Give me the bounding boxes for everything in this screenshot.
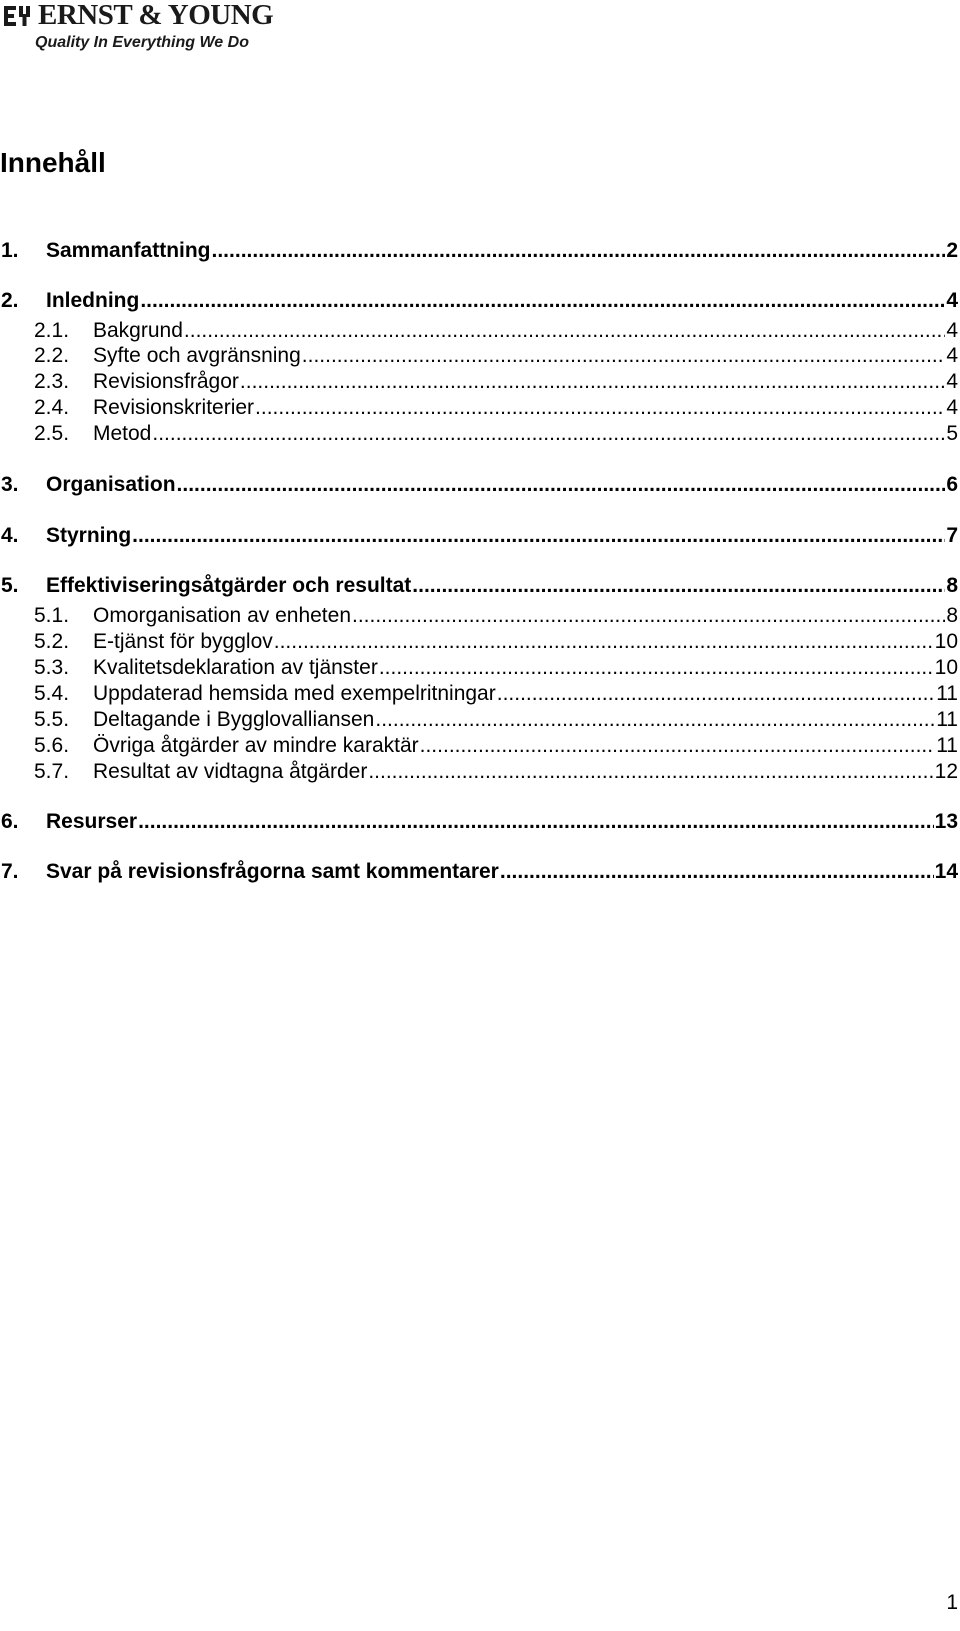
toc-dot-leader [184, 318, 945, 344]
toc-entry-number: 5.4. [34, 682, 70, 705]
toc-entry-number: 5.3. [34, 656, 70, 679]
toc-entry-page: 11 [936, 708, 958, 731]
toc-entry-title: Metod [93, 422, 152, 445]
toc-entry-number: 3. [1, 473, 19, 496]
toc-entry-page: 14 [934, 860, 958, 883]
toc-entry-page: 4 [946, 370, 958, 393]
toc-entry[interactable] [0, 707, 958, 733]
toc-entry[interactable] [0, 655, 958, 681]
toc-dot-leader [140, 288, 945, 314]
toc-entry[interactable] [0, 603, 958, 629]
toc-entry-page: 5 [946, 422, 958, 445]
page-heading: Innehåll [0, 147, 106, 178]
logo-wordmark: ERNST & YOUNG [38, 0, 274, 31]
toc-dot-leader [379, 655, 934, 681]
toc-entry[interactable] [0, 809, 958, 835]
toc-entry-page: 11 [936, 682, 958, 705]
toc-entry-title: Övriga åtgärder av mindre karaktär [93, 734, 419, 757]
toc-entry-page: 8 [946, 604, 958, 627]
toc-entry-number: 2.1. [34, 319, 70, 342]
toc-entry-title: Deltagande i Bygglovalliansen [93, 708, 375, 731]
toc-entry[interactable] [0, 733, 958, 759]
toc-dot-leader [138, 809, 934, 835]
toc-entry-title: Revisionskriterier [93, 396, 255, 419]
toc-dot-leader [212, 238, 946, 264]
toc-dot-leader [152, 421, 945, 447]
toc-entry-number: 2. [1, 289, 19, 312]
toc-entry-page: 4 [946, 319, 958, 342]
toc-entry-title: E-tjänst för bygglov [93, 630, 273, 653]
toc-entry[interactable] [0, 238, 958, 264]
toc-dot-leader [500, 859, 934, 885]
logo-tagline: Quality In Everything We Do [35, 34, 249, 51]
toc-entry[interactable] [0, 343, 958, 369]
toc-entry-title: Syfte och avgränsning [93, 344, 301, 367]
toc-entry[interactable] [0, 421, 958, 447]
toc-entry[interactable] [0, 472, 958, 498]
toc-entry-title: Inledning [46, 289, 140, 312]
toc-entry-page: 7 [946, 524, 958, 547]
toc-entry[interactable] [0, 859, 958, 885]
toc-entry-title: Styrning [46, 524, 132, 547]
toc-entry-number: 2.3. [34, 370, 70, 393]
toc-entry-title: Omorganisation av enheten [93, 604, 351, 627]
toc-entry-page: 4 [946, 289, 958, 312]
toc-entry-page: 13 [934, 810, 958, 833]
toc-entry-number: 2.5. [34, 422, 70, 445]
toc-dot-leader [177, 472, 946, 498]
toc-dot-leader [255, 395, 945, 421]
toc-entry-page: 4 [946, 344, 958, 367]
toc-entry-title: Svar på revisionsfrågorna samt kommentarer [46, 860, 499, 883]
toc-dot-leader [368, 759, 933, 785]
toc-dot-leader [497, 681, 935, 707]
toc-entry[interactable] [0, 681, 958, 707]
toc-entry-number: 5.2. [34, 630, 70, 653]
toc-entry-title: Effektiviseringsåtgärder och resultat [46, 574, 412, 597]
toc-entry-page: 6 [946, 473, 958, 496]
toc-entry-page: 2 [946, 239, 958, 262]
toc-dot-leader [375, 707, 935, 733]
toc-entry[interactable] [0, 318, 958, 344]
toc-entry[interactable] [0, 369, 958, 395]
toc-dot-leader [302, 343, 946, 369]
toc-entry-page: 4 [946, 396, 958, 419]
toc-entry-title: Organisation [46, 473, 176, 496]
toc-entry-number: 2.4. [34, 396, 70, 419]
toc-dot-leader [240, 369, 945, 395]
toc-entry[interactable] [0, 395, 958, 421]
toc-entry[interactable] [0, 629, 958, 655]
toc-dot-leader [274, 629, 934, 655]
toc-dot-leader [132, 523, 945, 549]
toc-entry[interactable] [0, 288, 958, 314]
toc-entry-page: 8 [946, 574, 958, 597]
toc-entry[interactable] [0, 759, 958, 785]
toc-entry-page: 12 [934, 760, 958, 783]
toc-entry-title: Bakgrund [93, 319, 183, 342]
toc-entry-number: 4. [1, 524, 19, 547]
toc-dot-leader [412, 573, 945, 599]
toc-entry-title: Uppdaterad hemsida med exempelritningar [93, 682, 496, 705]
toc-entry-title: Kvalitetsdeklaration av tjänster [93, 656, 378, 679]
toc-entry-number: 7. [1, 860, 19, 883]
page-number: 1 [946, 1591, 958, 1614]
toc-dot-leader [352, 603, 945, 629]
toc-entry-number: 6. [1, 810, 19, 833]
toc-entry-number: 5.7. [34, 760, 70, 783]
toc-entry-title: Sammanfattning [46, 239, 211, 262]
toc-entry-number: 5.6. [34, 734, 70, 757]
toc-entry-number: 1. [1, 239, 19, 262]
toc-entry-number: 2.2. [34, 344, 70, 367]
toc-entry-page: 10 [934, 630, 958, 653]
toc-entry-number: 5. [1, 574, 19, 597]
toc-entry-title: Resurser [46, 810, 138, 833]
toc-entry-page: 10 [934, 656, 958, 679]
toc-dot-leader [420, 733, 936, 759]
toc-entry-number: 5.1. [34, 604, 70, 627]
toc-entry[interactable] [0, 573, 958, 599]
toc-entry-number: 5.5. [34, 708, 70, 731]
toc-entry[interactable] [0, 523, 958, 549]
toc-entry-page: 11 [936, 734, 958, 757]
toc-entry-title: Resultat av vidtagna åtgärder [93, 760, 368, 783]
toc-entry-title: Revisionsfrågor [93, 370, 239, 393]
